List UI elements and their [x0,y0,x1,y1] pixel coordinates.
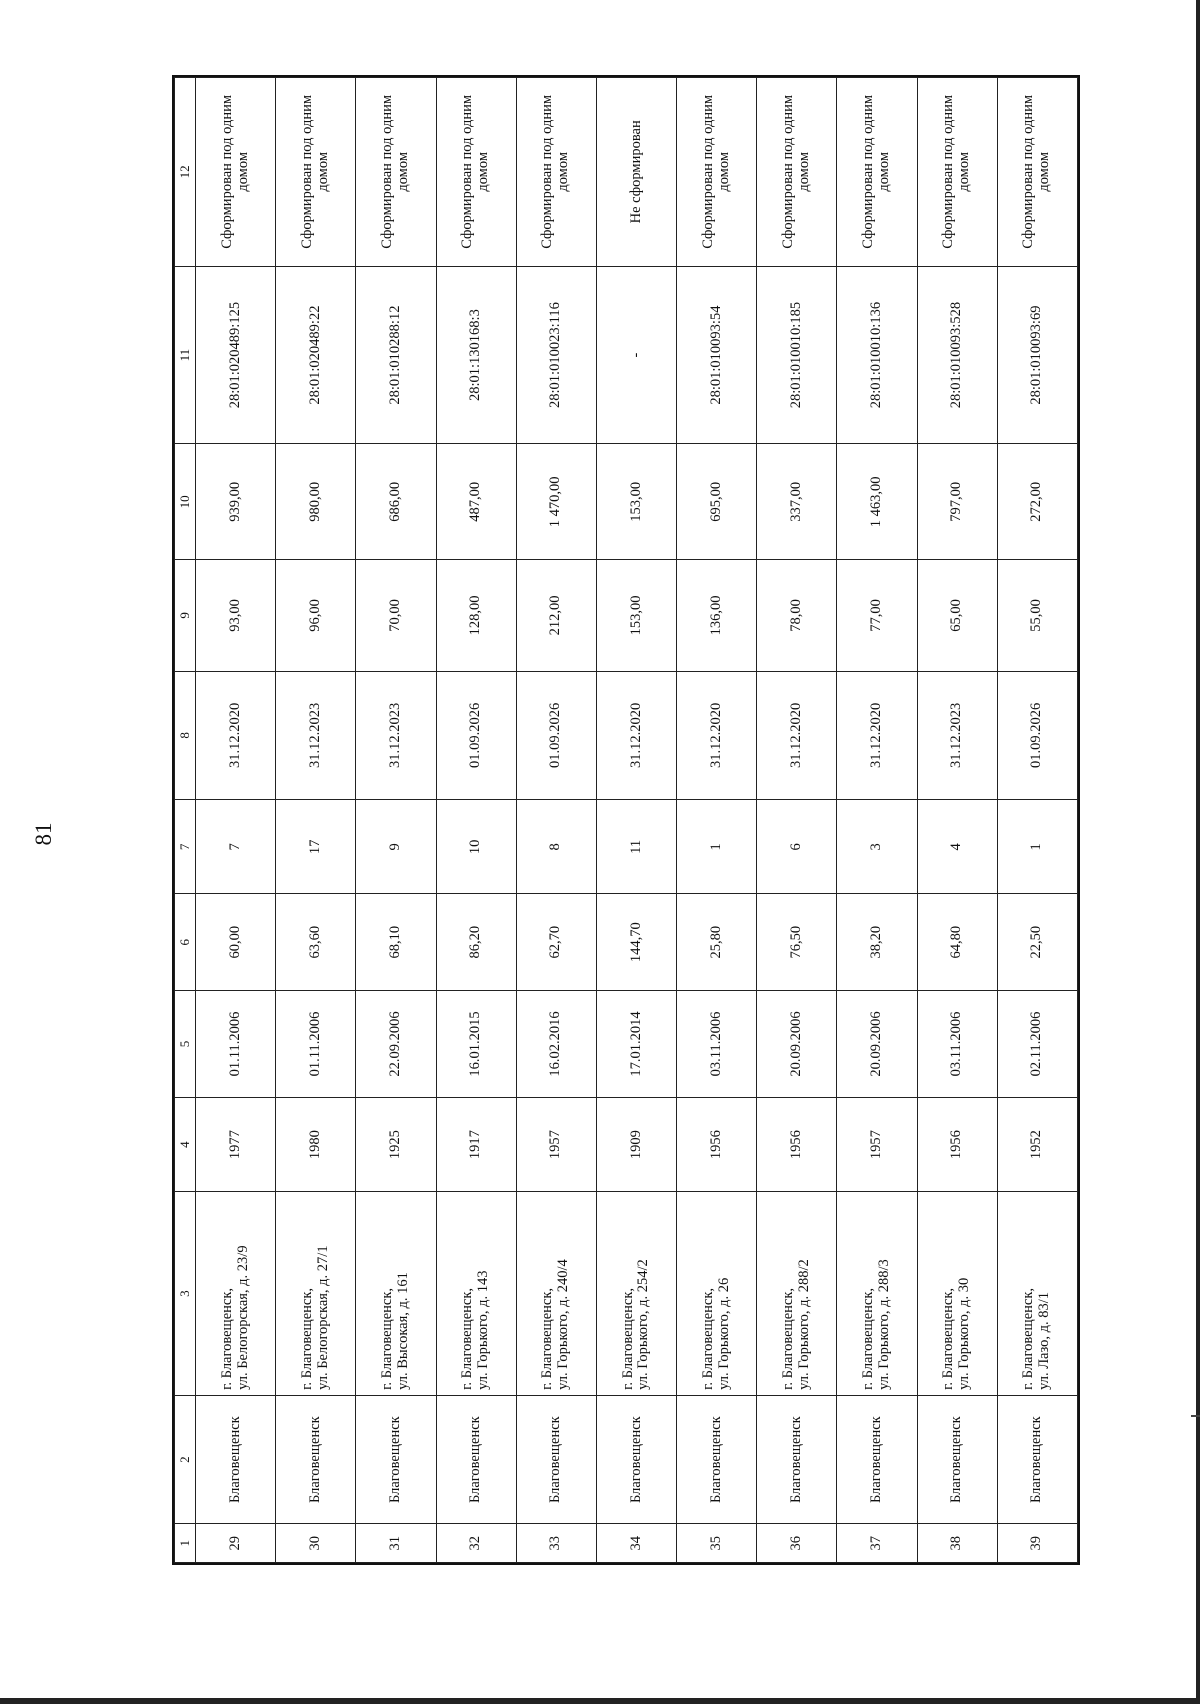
table-row [516,78,596,1563]
address-cell [276,1192,356,1396]
value-cell-9: 70,00 [356,560,436,671]
date-cell: 02.11.2006 [997,990,1077,1097]
date-cell: 16.01.2015 [436,990,516,1097]
address-street: ул. Горького, д. 240/4 [555,1259,572,1390]
housing-register-table [174,77,1078,1563]
settlement-cell: Благовещенск [196,1395,276,1524]
address-cell [677,1192,757,1396]
settlement-cell: Благовещенск [596,1395,676,1524]
value-cell-9: 77,00 [837,560,917,671]
area-cell: 25,80 [677,894,757,990]
land-status-cell: Сформирован под одним домом [997,78,1077,267]
cadastral-number-cell: 28:01:010010:136 [837,266,917,444]
residents-cell: 6 [757,800,837,894]
area-cell: 76,50 [757,894,837,990]
column-number-row [175,78,196,1563]
scan-edge-mark [1191,1415,1200,1417]
land-status-cell: Сформирован под одним домом [917,78,997,267]
table-row [596,78,676,1563]
address-street: ул. Белогорская, д. 27/1 [314,1245,331,1390]
residents-cell: 11 [596,800,676,894]
address-cell [356,1192,436,1396]
deadline-cell: 01.09.2026 [436,671,516,800]
value-cell-10: 939,00 [196,444,276,560]
cadastral-number-cell: 28:01:130168:3 [436,266,516,444]
area-cell: 22,50 [997,894,1077,990]
area-cell: 62,70 [516,894,596,990]
value-cell-10: 153,00 [596,444,676,560]
value-cell-10: 337,00 [757,444,837,560]
land-status-cell: Сформирован под одним домом [276,78,356,267]
address-cell [596,1192,676,1396]
year-built-cell: 1956 [917,1098,997,1192]
row-number-cell: 36 [757,1524,837,1563]
settlement-cell: Благовещенск [677,1395,757,1524]
value-cell-10: 980,00 [276,444,356,560]
year-built-cell: 1980 [276,1098,356,1192]
cadastral-number-cell: 28:01:020489:125 [196,266,276,444]
column-number: 10 [175,444,196,560]
settlement-cell: Благовещенск [276,1395,356,1524]
address-city: г. Благовещенск, [619,1288,636,1390]
table-row [436,78,516,1563]
cadastral-number-cell: 28:01:010093:69 [997,266,1077,444]
settlement-cell: Благовещенск [917,1395,997,1524]
settlement-cell: Благовещенск [436,1395,516,1524]
table-row [677,78,757,1563]
column-number: 9 [175,560,196,671]
residents-cell: 4 [917,800,997,894]
address-cell [436,1192,516,1396]
land-status-cell: Сформирован под одним домом [516,78,596,267]
value-cell-9: 136,00 [677,560,757,671]
column-number: 4 [175,1098,196,1192]
date-cell: 17.01.2014 [596,990,676,1097]
land-status-cell: Сформирован под одним домом [356,78,436,267]
address-cell [917,1192,997,1396]
year-built-cell: 1977 [196,1098,276,1192]
date-cell: 20.09.2006 [757,990,837,1097]
value-cell-9: 153,00 [596,560,676,671]
deadline-cell: 31.12.2023 [276,671,356,800]
address-street: ул. Лазо, д. 83/1 [1036,1291,1053,1390]
residents-cell: 3 [837,800,917,894]
date-cell: 03.11.2006 [677,990,757,1097]
column-number: 3 [175,1192,196,1396]
residents-cell: 8 [516,800,596,894]
area-cell: 60,00 [196,894,276,990]
cadastral-number-cell: 28:01:010023:116 [516,266,596,444]
settlement-cell: Благовещенск [997,1395,1077,1524]
row-number-cell: 33 [516,1524,596,1563]
cadastral-number-cell: 28:01:020489:22 [276,266,356,444]
residents-cell: 9 [356,800,436,894]
date-cell: 20.09.2006 [837,990,917,1097]
value-cell-10: 1 463,00 [837,444,917,560]
value-cell-10: 695,00 [677,444,757,560]
residents-cell: 7 [196,800,276,894]
value-cell-9: 212,00 [516,560,596,671]
area-cell: 144,70 [596,894,676,990]
table-row [997,78,1077,1563]
row-number-cell: 37 [837,1524,917,1563]
year-built-cell: 1952 [997,1098,1077,1192]
value-cell-10: 686,00 [356,444,436,560]
table-row [837,78,917,1563]
row-number-cell: 38 [917,1524,997,1563]
rotated-table-container [174,77,1078,1563]
land-status-cell: Не сформирован [596,78,676,267]
deadline-cell: 31.12.2020 [677,671,757,800]
column-number: 12 [175,78,196,267]
row-number-cell: 29 [196,1524,276,1563]
residents-cell: 17 [276,800,356,894]
area-cell: 68,10 [356,894,436,990]
address-city: г. Благовещенск, [218,1288,235,1390]
value-cell-9: 93,00 [196,560,276,671]
residents-cell: 1 [677,800,757,894]
area-cell: 64,80 [917,894,997,990]
address-street: ул. Высокая, д. 161 [394,1272,411,1390]
address-street: ул. Белогорская, д. 23/9 [234,1245,251,1390]
table-row [757,78,837,1563]
residents-cell: 10 [436,800,516,894]
column-number: 7 [175,800,196,894]
address-city: г. Благовещенск, [459,1288,476,1390]
settlement-cell: Благовещенск [757,1395,837,1524]
deadline-cell: 31.12.2023 [917,671,997,800]
row-number-cell: 30 [276,1524,356,1563]
value-cell-10: 487,00 [436,444,516,560]
land-status-cell: Сформирован под одним домом [837,78,917,267]
address-street: ул. Горького, д. 30 [956,1277,973,1390]
cadastral-number-cell: 28:01:010093:528 [917,266,997,444]
table-body [175,78,1078,1563]
address-city: г. Благовещенск, [860,1288,877,1390]
date-cell: 03.11.2006 [917,990,997,1097]
page-number: 81 [31,822,56,846]
table-row [196,78,276,1563]
value-cell-9: 65,00 [917,560,997,671]
address-city: г. Благовещенск, [940,1288,957,1390]
deadline-cell: 31.12.2020 [596,671,676,800]
value-cell-9: 96,00 [276,560,356,671]
value-cell-10: 272,00 [997,444,1077,560]
address-street: ул. Горького, д. 143 [475,1270,492,1390]
column-number: 5 [175,990,196,1097]
address-street: ул. Горького, д. 26 [715,1277,732,1390]
year-built-cell: 1956 [757,1098,837,1192]
deadline-cell: 31.12.2023 [356,671,436,800]
column-number: 1 [175,1524,196,1563]
table-row [276,78,356,1563]
year-built-cell: 1909 [596,1098,676,1192]
address-cell [997,1192,1077,1396]
value-cell-9: 78,00 [757,560,837,671]
year-built-cell: 1956 [677,1098,757,1192]
address-city: г. Благовещенск, [699,1288,716,1390]
row-number-cell: 31 [356,1524,436,1563]
value-cell-10: 1 470,00 [516,444,596,560]
area-cell: 38,20 [837,894,917,990]
row-number-cell: 35 [677,1524,757,1563]
scan-border-right [1196,0,1200,1704]
cadastral-number-cell: - [596,266,676,444]
column-number: 8 [175,671,196,800]
year-built-cell: 1957 [516,1098,596,1192]
address-city: г. Благовещенск, [298,1288,315,1390]
cadastral-number-cell: 28:01:010010:185 [757,266,837,444]
date-cell: 01.11.2006 [196,990,276,1097]
table-row [356,78,436,1563]
address-street: ул. Горького, д. 254/2 [635,1259,652,1390]
value-cell-9: 55,00 [997,560,1077,671]
cadastral-number-cell: 28:01:010288:12 [356,266,436,444]
table-row [917,78,997,1563]
land-status-cell: Сформирован под одним домом [677,78,757,267]
column-number: 11 [175,266,196,444]
residents-cell: 1 [997,800,1077,894]
date-cell: 22.09.2006 [356,990,436,1097]
date-cell: 16.02.2016 [516,990,596,1097]
address-city: г. Благовещенск, [539,1288,556,1390]
deadline-cell: 01.09.2026 [516,671,596,800]
year-built-cell: 1917 [436,1098,516,1192]
row-number-cell: 32 [436,1524,516,1563]
cadastral-number-cell: 28:01:010093:54 [677,266,757,444]
column-number: 2 [175,1395,196,1524]
land-status-cell: Сформирован под одним домом [757,78,837,267]
settlement-cell: Благовещенск [356,1395,436,1524]
settlement-cell: Благовещенск [516,1395,596,1524]
address-cell [837,1192,917,1396]
address-city: г. Благовещенск, [379,1288,396,1390]
land-status-cell: Сформирован под одним домом [196,78,276,267]
address-cell [757,1192,837,1396]
address-cell [196,1192,276,1396]
area-cell: 86,20 [436,894,516,990]
deadline-cell: 31.12.2020 [757,671,837,800]
value-cell-10: 797,00 [917,444,997,560]
scan-border-bottom [0,1698,1200,1704]
address-city: г. Благовещенск, [779,1288,796,1390]
address-cell [516,1192,596,1396]
area-cell: 63,60 [276,894,356,990]
value-cell-9: 128,00 [436,560,516,671]
address-city: г. Благовещенск, [1020,1288,1037,1390]
deadline-cell: 31.12.2020 [837,671,917,800]
row-number-cell: 39 [997,1524,1077,1563]
address-street: ул. Горького, д. 288/3 [875,1259,892,1390]
address-street: ул. Горького, д. 288/2 [795,1259,812,1390]
year-built-cell: 1957 [837,1098,917,1192]
deadline-cell: 01.09.2026 [997,671,1077,800]
land-status-cell: Сформирован под одним домом [436,78,516,267]
year-built-cell: 1925 [356,1098,436,1192]
column-number: 6 [175,894,196,990]
settlement-cell: Благовещенск [837,1395,917,1524]
row-number-cell: 34 [596,1524,676,1563]
deadline-cell: 31.12.2020 [196,671,276,800]
date-cell: 01.11.2006 [276,990,356,1097]
